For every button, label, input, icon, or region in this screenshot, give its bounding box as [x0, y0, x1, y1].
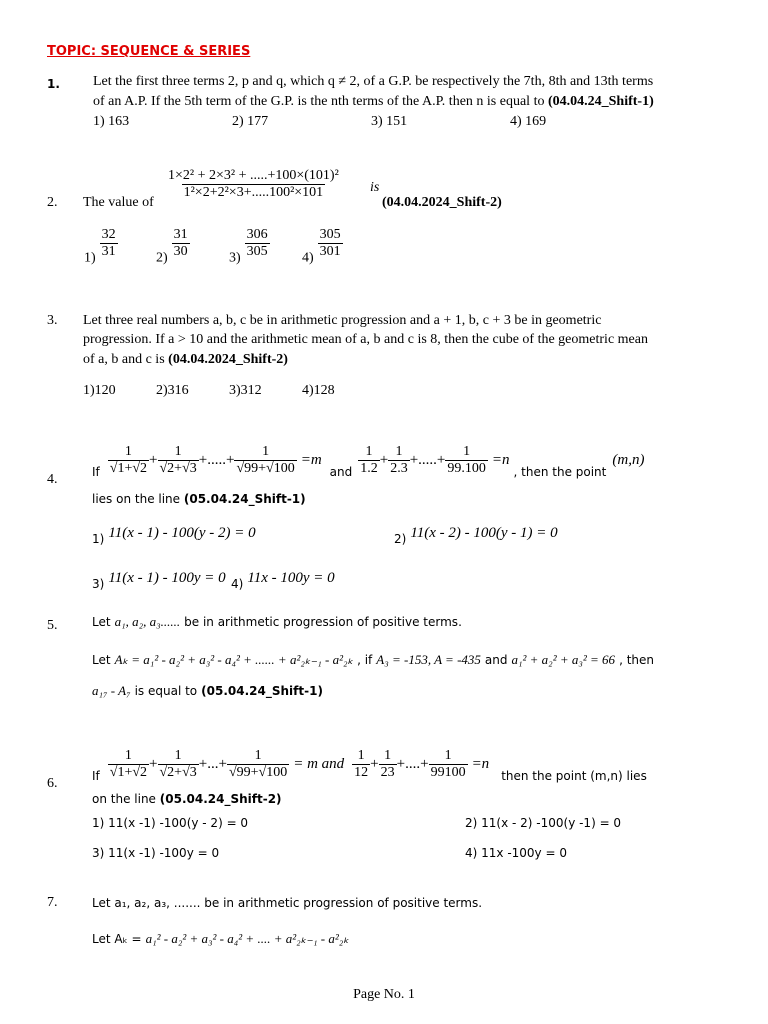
q4-t3-num: 1 — [262, 444, 270, 459]
q5-rest: be in arithmetic progression of positive terms. — [184, 615, 462, 629]
q2-option-3[interactable] — [229, 227, 270, 266]
q5-then: , then — [619, 653, 654, 667]
q2-opt1-label: 1) — [84, 250, 96, 266]
q2-ref: (04.04.2024_Shift-2) — [382, 195, 502, 210]
q4-number: 4. — [47, 472, 58, 487]
q5-number: 5. — [47, 618, 58, 633]
q1-line2 — [93, 94, 654, 110]
q6-option-4[interactable]: 4) 11x -100y = 0 — [465, 846, 567, 860]
q7-line1: Let a₁, a₂, a₃, ....... be in arithmetic progression of positive terms. — [92, 896, 483, 910]
q7-Ak: a₁² - a₂² + a₃² - a₄² + .... + a²₂ₖ₋₁ - a²₂ₖ — [145, 931, 349, 946]
q4-opt2-expr: 11(x - 2) - 100(y - 1) = 0 — [410, 525, 558, 541]
q4-u1-den: 1.2 — [360, 461, 378, 477]
q5-let: Let — [92, 615, 111, 629]
q4-option-4[interactable] — [231, 569, 335, 591]
q2-opt1-num: 32 — [101, 227, 116, 242]
q4-expression: If $\frac{1}{√1+√2}$ + $\frac{1}{√2+√3}$ +.....+ $\frac{1}{√99+√100}$ =m and $\frac{1}{1.2}$ + $\frac{1}{2.3}$ +.....+ $\frac{1}{99.100}$ =n , then the point (m,n) — [92, 444, 645, 480]
q4-u1-num: 1 — [365, 444, 373, 459]
q1-ref: (04.04.24_Shift-1) — [547, 94, 654, 109]
q6-expression: If $\frac{1}{√1+√2}$ + $\frac{1}{√2+√3}$ +...+ $\frac{1}{√99+√100}$ = m and $\frac{1}{12}$ + $\frac{1}{23}$ +....+ $\frac{1}{99100}$ =n then the point (m,n) lies — [92, 748, 647, 784]
q3-option-1[interactable]: 1)120 — [83, 383, 116, 398]
q4-opt4-label: 4) — [231, 577, 244, 591]
q6-u2-num: 1 — [384, 748, 392, 763]
q2-opt2-label: 2) — [156, 250, 168, 266]
q2-option-2[interactable] — [156, 227, 190, 266]
q7-let: Let Aₖ = — [92, 932, 142, 946]
q3-ref: (04.04.2024_Shift-2) — [168, 352, 288, 367]
q5-cond2: a₁² + a₂² + a₃² = 66 — [511, 652, 616, 667]
q3-number: 3. — [47, 313, 58, 328]
q2-opt2-den: 30 — [173, 244, 188, 260]
q4-and: and — [329, 465, 353, 480]
q5-cond: A₃ = -153, A = -435 — [376, 652, 481, 667]
q6-then: then the point (m,n) lies — [501, 769, 647, 784]
q6-u1-num: 1 — [357, 748, 365, 763]
q5-line3 — [92, 682, 323, 700]
q4-opt1-label: 1) — [92, 532, 105, 546]
q4-line2 — [92, 492, 306, 506]
q3-line2: progression. If a > 10 and the arithmetic mean of a, b and c is 8, then the cube of the geometric mean — [83, 332, 648, 347]
q1-option-3[interactable]: 3) 151 — [371, 114, 408, 129]
q4-opt4-expr: 11x - 100y = 0 — [247, 570, 335, 586]
q6-option-2[interactable]: 2) 11(x - 2) -100(y -1) = 0 — [465, 816, 622, 830]
q1-line2-text: of an A.P. If the 5th term of the G.P. is the nth terms of the A.P. then n is equal to — [93, 94, 545, 109]
q6-dots: +...+ — [198, 756, 227, 773]
q5-let2: Let — [92, 653, 111, 667]
q2-opt3-num: 306 — [246, 227, 268, 242]
q2-is: is — [370, 180, 380, 195]
q4-then: , then the point — [513, 465, 607, 480]
q4-u3-den: 99.100 — [447, 461, 486, 477]
q4-u2-num: 1 — [395, 444, 403, 459]
q4-dots2: +.....+ — [409, 452, 446, 469]
q2-opt3-label: 3) — [229, 250, 241, 266]
q4-t2-num: 1 — [174, 444, 182, 459]
q2-numerator: 1×2² + 2×3² + .....+100×(101)² — [168, 168, 339, 183]
q6-u3-den: 99100 — [430, 765, 466, 781]
q4-dots: +.....+ — [198, 452, 235, 469]
q6-if: If — [92, 769, 100, 784]
q3-option-4[interactable]: 4)128 — [302, 383, 335, 398]
q6-ref: (05.04.24_Shift-2) — [159, 792, 282, 806]
q4-u2-den: 2.3 — [390, 461, 408, 477]
q3-option-3[interactable]: 3)312 — [229, 383, 262, 398]
q3-line3 — [83, 352, 288, 368]
q6-u2-den: 23 — [380, 765, 395, 781]
q6-eq-m: = m and — [293, 756, 345, 773]
q4-opt2-label: 2) — [394, 532, 407, 546]
q6-eq-n: =n — [471, 756, 490, 773]
q4-t3-den: √99+√100 — [236, 461, 295, 477]
q4-option-2[interactable] — [394, 524, 558, 546]
q2-opt4-num: 305 — [319, 227, 341, 242]
q3-line1: Let three real numbers a, b, c be in arithmetic progression and a + 1, b, c + 3 be in geometric — [83, 313, 602, 328]
topic-heading: TOPIC: SEQUENCE & SERIES — [47, 44, 251, 59]
q5-seq: a₁, a₂, a₃...... — [114, 614, 181, 629]
q5-line2 — [92, 651, 654, 669]
q4-t1-den: √1+√2 — [109, 461, 148, 477]
page-number: Page No. 1 — [353, 987, 415, 1002]
q4-u3-num: 1 — [463, 444, 471, 459]
q4-line2-text: lies on the line — [92, 492, 181, 506]
q5-expr: a₁₇ - A₇ — [92, 683, 131, 698]
q2-opt1-den: 31 — [101, 244, 116, 260]
q2-number: 2. — [47, 195, 58, 210]
q4-opt3-label: 3) — [92, 577, 105, 591]
q4-if: If — [92, 465, 100, 480]
q5-line1 — [92, 613, 462, 631]
q6-number: 6. — [47, 776, 58, 791]
q6-line2 — [92, 792, 282, 806]
q2-opt4-label: 4) — [302, 250, 314, 266]
q2-lead: The value of — [83, 195, 154, 210]
q5-Ak: Aₖ = a₁² - a₂² + a₃² - a₄² + ...... + a²₂ₖ₋₁ - a²₂ₖ — [114, 652, 354, 667]
q5-ref: (05.04.24_Shift-1) — [201, 684, 323, 698]
q4-eq-n: =n — [491, 452, 510, 469]
q5-if: , if — [357, 653, 373, 667]
q2-option-1[interactable] — [84, 227, 118, 266]
q4-opt3-expr: 11(x - 1) - 100y = 0 — [108, 570, 226, 586]
q4-option-3[interactable] — [92, 569, 226, 591]
q3-option-2[interactable]: 2)316 — [156, 383, 189, 398]
q7-line2 — [92, 930, 349, 948]
q6-dots2: +....+ — [396, 756, 429, 773]
q4-ref: (05.04.24_Shift-1) — [183, 492, 306, 506]
q2-opt4-den: 301 — [319, 244, 341, 260]
q2-opt2-num: 31 — [173, 227, 188, 242]
q6-t3-num: 1 — [254, 748, 262, 763]
q6-option-1[interactable]: 1) 11(x -1) -100(y - 2) = 0 — [92, 816, 249, 830]
q2-opt3-den: 305 — [246, 244, 268, 260]
q6-t2-num: 1 — [174, 748, 182, 763]
q6-t1-num: 1 — [124, 748, 132, 763]
q1-option-2[interactable]: 2) 177 — [232, 114, 269, 129]
q6-line2-text: on the line — [92, 792, 156, 806]
q7-number: 7. — [47, 895, 58, 910]
q4-eq-m: =m — [300, 452, 322, 469]
q5-tail: is equal to — [134, 684, 198, 698]
q4-t1-num: 1 — [124, 444, 132, 459]
q6-t1-den: √1+√2 — [109, 765, 148, 781]
q4-opt1-expr: 11(x - 1) - 100(y - 2) = 0 — [108, 525, 256, 541]
q2-denominator: 1²×2+2²×3+.....100²×101 — [183, 185, 324, 201]
q1-number: 1. — [47, 77, 60, 91]
q6-option-3[interactable]: 3) 11(x -1) -100y = 0 — [92, 846, 220, 860]
q5-and: and — [484, 653, 508, 667]
q6-t2-den: √2+√3 — [159, 765, 197, 781]
q6-u3-num: 1 — [444, 748, 452, 763]
q1-line1: Let the first three terms 2, p and q, which q ≠ 2, of a G.P. be respectively the 7th, 8th and 13th terms — [93, 74, 654, 89]
q3-line3-text: of a, b and c is — [83, 352, 165, 367]
q2-option-4[interactable] — [302, 227, 343, 266]
q4-t2-den: √2+√3 — [159, 461, 197, 477]
q4-option-1[interactable] — [92, 524, 256, 546]
q1-option-1[interactable]: 1) 163 — [93, 114, 130, 129]
q1-option-4[interactable]: 4) 169 — [510, 114, 547, 129]
q4-point: (m,n) — [612, 452, 645, 469]
q6-t3-den: √99+√100 — [228, 765, 288, 781]
q6-u1-den: 12 — [354, 765, 369, 781]
q2-fraction — [166, 168, 341, 201]
